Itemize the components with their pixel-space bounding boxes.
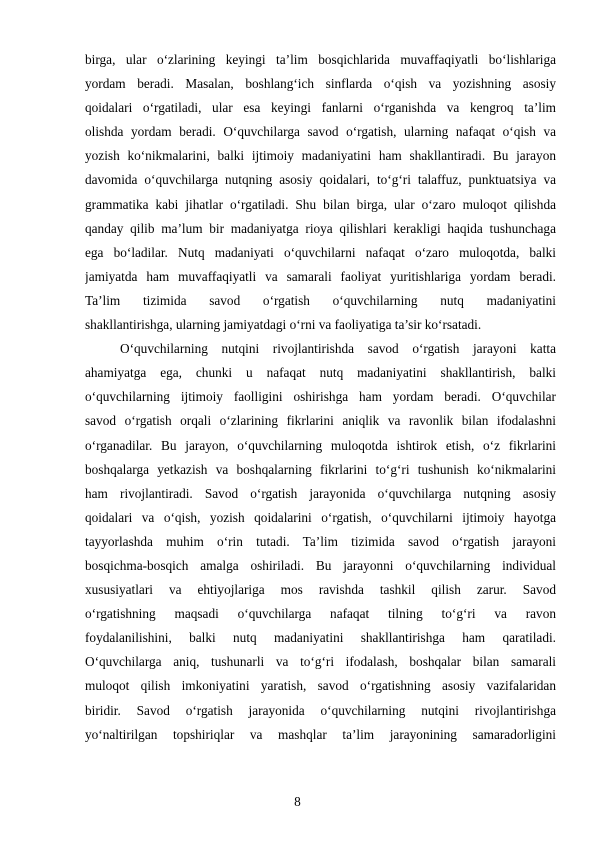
text-line: foydalanilishini, balki nutq madaniyatini shakllantirishga ham qaratiladi.	[85, 630, 556, 646]
text-line: o‘rganadilar. Bu jarayon, o‘quvchilarning muloqotda ishtirok etish, o‘z fikrlarini	[85, 437, 556, 453]
text-line: qoidalari va o‘qish, yozish qoidalarini o‘rgatish, o‘quvchilarni ijtimoiy hayotga	[85, 509, 556, 525]
text-line: birga, ular o‘zlarining keyingi ta’lim bosqichlarida muvaffaqiyatli bo‘lishlariga	[85, 52, 556, 67]
text-line: yozish ko‘nikmalarini, balki ijtimoiy madaniyatini ham shakllantiradi. Bu jarayon	[85, 148, 556, 164]
text-line: xususiyatlari va ehtiyojlariga mos ravishda tashkil qilish zarur. Savod	[85, 582, 556, 598]
text-line: tayyorlashda muhim o‘rin tutadi. Ta’lim tizimida savod o‘rgatish jarayoni	[85, 533, 556, 549]
text-line: muloqot qilish imkoniyatini yaratish, savod o‘rgatishning asosiy vazifalaridan	[85, 678, 556, 694]
text-line: olishda yordam beradi. O‘quvchilarga savod o‘rgatish, ularning nafaqat o‘qish va	[85, 124, 556, 140]
text-line: ham rivojlantiradi. Savod o‘rgatish jarayonida o‘quvchilarga nutqning asosiy	[85, 485, 556, 501]
text-line: O‘quvchilarga aniq, tushunarli va to‘g‘ri ifodalash, boshqalar bilan samarali	[85, 654, 556, 670]
text-line: o‘rgatishning maqsadi o‘quvchilarga nafaqat tilning to‘g‘ri va ravon	[85, 606, 556, 622]
text-line: jamiyatda ham muvaffaqiyatli va samarali faoliyat yuritishlariga yordam beradi.	[85, 268, 556, 284]
paragraph-1	[85, 48, 556, 337]
text-line: O‘quvchilarning nutqini rivojlantirishda savod o‘rgatish jarayoni katta	[120, 341, 556, 357]
text-line: o‘quvchilarning ijtimoiy faolligini oshirishga ham yordam beradi. O‘quvchilar	[85, 389, 556, 405]
text-line: savod o‘rgatish orqali o‘zlarining fikrlarini aniqlik va ravonlik bilan ifodalashni	[85, 413, 556, 429]
text-line: ega bo‘ladilar. Nutq madaniyati o‘quvchilarni nafaqat o‘zaro muloqotda, balki	[85, 244, 556, 260]
text-line: yordam beradi. Masalan, boshlang‘ich sinflarda o‘qish va yozishning asosiy	[85, 76, 556, 92]
text-line: davomida o‘quvchilarga nutqning asosiy qoidalari, to‘g‘ri talaffuz, punktuatsiya va	[85, 172, 556, 188]
page-number: 8	[294, 794, 301, 809]
text-line: bosqichma-bosqich amalga oshiriladi. Bu jarayonni o‘quvchilarning individual	[85, 557, 556, 573]
text-line: qoidalari o‘rgatiladi, ular esa keyingi fanlarni o‘rganishda va kengroq ta’lim	[85, 100, 556, 116]
text-line: biridir. Savod o‘rgatish jarayonida o‘quvchilarning nutqini rivojlantirishga	[85, 702, 556, 718]
document-body	[85, 48, 556, 747]
text-line: grammatika kabi jihatlar o‘rgatiladi. Shu bilan birga, ular o‘zaro muloqot qilishda	[85, 196, 556, 212]
text-line: shakllantirishga, ularning jamiyatdagi o‘rni va faoliyatiga ta’sir ko‘rsatadi.	[85, 317, 482, 333]
text-line: yo‘naltirilgan topshiriqlar va mashqlar ta’lim jarayonining samaradorligini	[85, 726, 556, 742]
text-line: Ta’lim tizimida savod o‘rgatish o‘quvchilarning nutq madaniyatini	[85, 292, 556, 308]
text-line: ahamiyatga ega, chunki u nafaqat nutq madaniyatini shakllantirish, balki	[85, 365, 556, 381]
paragraph-2	[85, 337, 556, 747]
text-line: qanday qilib ma’lum bir madaniyatga rioya qilishlari kerakligi haqida tushunchaga	[85, 220, 556, 236]
text-line: boshqalarga yetkazish va boshqalarning fikrlarini to‘g‘ri tushunish ko‘nikmalarini	[85, 461, 556, 477]
